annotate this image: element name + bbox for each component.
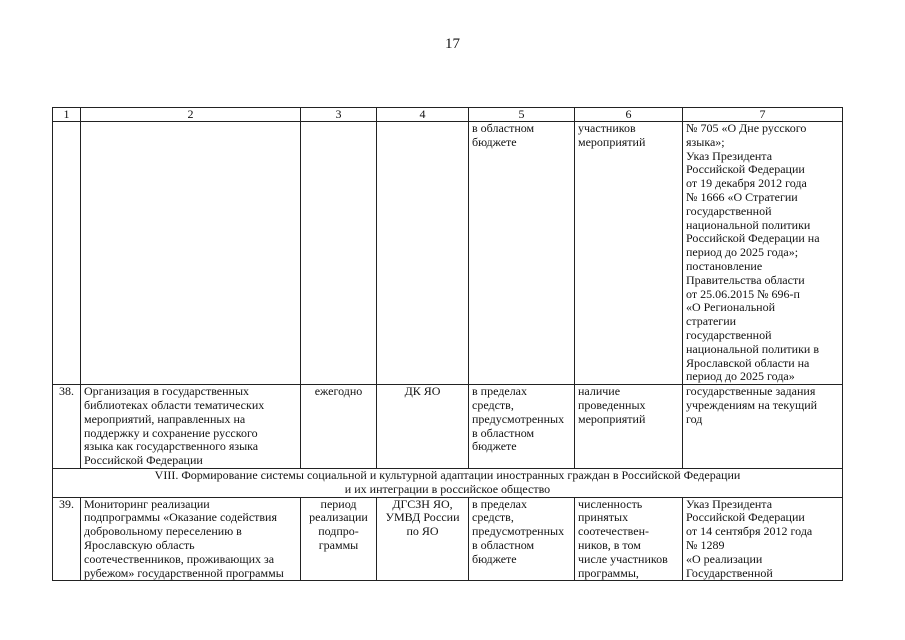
text-line: предусмотренных (472, 524, 565, 539)
text-line: № 1666 «О Стратегии (686, 189, 798, 204)
cell-activity (81, 122, 301, 385)
cell-activity (81, 497, 301, 581)
text-line: год (686, 411, 703, 426)
text-line: бюджете (472, 551, 517, 566)
row-number: 38. (53, 385, 81, 469)
text-line: от 14 сентября 2012 года (686, 524, 813, 539)
text-line: проведенных (578, 397, 646, 412)
text-line: стратегии (686, 314, 737, 329)
text-line: Ярославской области на (686, 355, 810, 370)
section-row-8 (53, 468, 843, 497)
text-line: Мониторинг реализации (84, 497, 210, 511)
text-line: ежегодно (314, 384, 363, 399)
cell-basis (683, 497, 843, 581)
cell-basis (683, 385, 843, 469)
header-col-5: 5 (469, 108, 575, 122)
cell-period (301, 122, 377, 385)
text-line: Ярославскую область (84, 537, 195, 552)
text-line: в областном (472, 537, 535, 552)
text-line: мероприятий (578, 411, 646, 426)
cell-activity (81, 385, 301, 469)
header-col-7: 7 (683, 108, 843, 122)
text-line: мероприятий (578, 134, 646, 149)
text-line: № 705 «О Дне русского (686, 121, 807, 135)
text-line: средств, (472, 397, 514, 412)
text-line: в областном (472, 425, 535, 440)
page-number: 17 (445, 36, 460, 52)
text-line: Российской Федерации (686, 510, 805, 525)
cell-period (301, 385, 377, 469)
text-line: «О реализации (686, 551, 763, 566)
text-line: добровольному переселению в (84, 524, 242, 539)
text-line: в пределах (472, 384, 528, 399)
text-line: период до 2025 года»; (686, 245, 799, 260)
header-col-1: 1 (53, 108, 81, 122)
cell-indicator (575, 385, 683, 469)
text-line: подпрограммы «Оказание содействия (84, 510, 277, 525)
text-line: участников (578, 121, 636, 135)
cell-indicator (575, 122, 683, 385)
text-line: ДГСЗН ЯО, (392, 497, 453, 511)
text-line: программы, (578, 565, 639, 580)
cell-executor (377, 497, 469, 581)
text-line: государственные задания (686, 384, 816, 399)
text-line: VIII. Формирование системы социальной и культурной адаптации иностранных граждан в Российской Федерации (154, 468, 741, 482)
text-line: соотечественников, проживающих за (84, 551, 275, 566)
text-line: принятых (578, 510, 629, 525)
cell-num (53, 122, 81, 385)
text-line: в областном (472, 121, 535, 135)
text-line: постановление (686, 258, 763, 273)
cell-executor (377, 385, 469, 469)
text-line: численность (578, 497, 643, 511)
header-col-3: 3 (301, 108, 377, 122)
text-line: языка»; (686, 134, 725, 149)
cell-executor (377, 122, 469, 385)
text-line: государственной (686, 327, 772, 342)
text-line: национальной политики в (686, 341, 820, 356)
text-line: учреждениям на текущий (686, 397, 818, 412)
text-line: «О Региональной (686, 300, 776, 315)
cell-basis (683, 122, 843, 385)
text-line: поддержку и сохранение русского (84, 425, 258, 440)
text-line: ДК ЯО (404, 384, 441, 399)
text-line: ников, в том (578, 537, 641, 552)
text-line: и их интеграции в российское общество (344, 481, 551, 496)
text-line: реализации (309, 510, 368, 525)
text-line: числе участников (578, 551, 668, 566)
table-row-38 (53, 385, 843, 469)
text-line: от 19 декабря 2012 года (686, 176, 807, 191)
section-heading (53, 468, 843, 497)
text-line: соотечествен- (578, 524, 650, 539)
cell-funding (469, 497, 575, 581)
text-line: Указ Президента (686, 497, 773, 511)
text-line: Российской Федерации (84, 453, 203, 468)
text-line: граммы (318, 537, 359, 552)
text-line: период (320, 497, 357, 511)
text-line: библиотеках области тематических (84, 397, 265, 412)
text-line: Указ Президента (686, 148, 773, 163)
text-line: языка как государственного языка (84, 439, 259, 454)
cell-period (301, 497, 377, 581)
table-row-continued (53, 122, 843, 385)
text-line: период до 2025 года» (686, 369, 795, 384)
program-table (52, 107, 843, 581)
header-col-6: 6 (575, 108, 683, 122)
text-line: средств, (472, 510, 514, 525)
text-line: национальной политики (686, 217, 811, 232)
text-line: подпро- (318, 524, 359, 539)
text-line: бюджете (472, 134, 517, 149)
cell-funding (469, 122, 575, 385)
text-line: рубежом» государственной программы (84, 565, 284, 580)
text-line: бюджете (472, 439, 517, 454)
text-line: по ЯО (406, 524, 439, 539)
text-line: Государственной (686, 565, 773, 580)
header-col-2: 2 (81, 108, 301, 122)
text-line: Российской Федерации на (686, 231, 820, 246)
table-row-39 (53, 497, 843, 581)
text-line: мероприятий, направленных на (84, 411, 246, 426)
row-number: 39. (53, 497, 81, 581)
text-line: Российской Федерации (686, 162, 805, 177)
header-row (53, 108, 843, 122)
text-line: № 1289 (686, 537, 725, 552)
text-line: Правительства области (686, 272, 805, 287)
cell-funding (469, 385, 575, 469)
text-line: государственной (686, 203, 772, 218)
text-line: УМВД России (385, 510, 460, 525)
text-line: от 25.06.2015 № 696-п (686, 286, 800, 301)
cell-indicator (575, 497, 683, 581)
text-line: предусмотренных (472, 411, 565, 426)
text-line: в пределах (472, 497, 528, 511)
text-line: Организация в государственных (84, 384, 250, 399)
header-col-4: 4 (377, 108, 469, 122)
text-line: наличие (578, 384, 621, 399)
